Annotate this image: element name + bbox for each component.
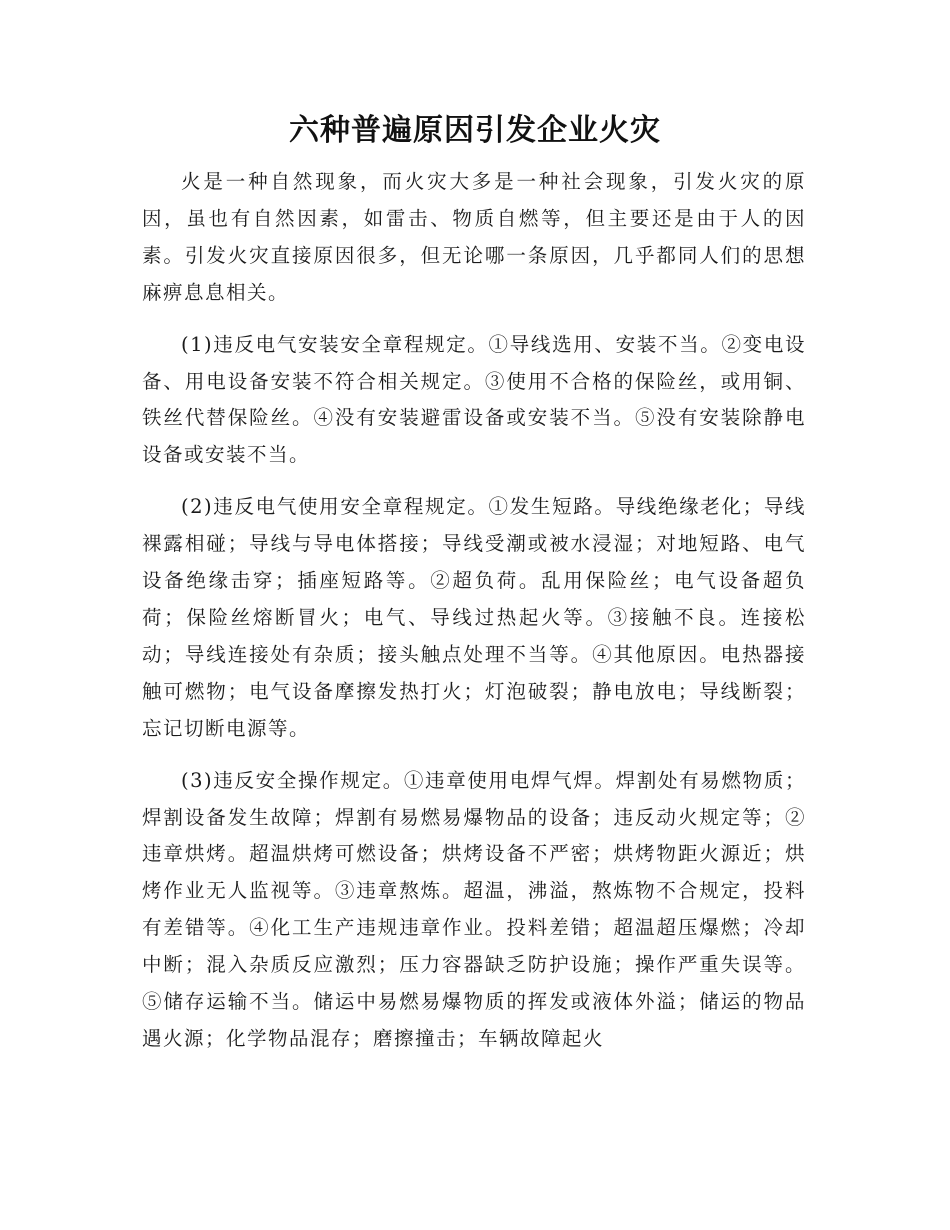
document-body — [142, 164, 806, 1058]
document-title: 六种普遍原因引发企业火灾 — [289, 113, 661, 148]
paragraph-electrical-installation: (1)违反电气安装安全章程规定。①导线选用、安装不当。②变电设备、用电设备安装不符合相关规定。③使用不合格的保险丝，或用铜、铁丝代替保险丝。④没有安装避雷设备或安装不当。⑤没有安装除静电设备或安装不当。 — [142, 332, 806, 467]
paragraph-electrical-usage: (2)违反电气使用安全章程规定。①发生短路。导线绝缘老化；导线裸露相碰；导线与导电体搭接；导线受潮或被水浸湿；对地短路、电气设备绝缘击穿；插座短路等。②超负荷。乱用保险丝；电气设备超负荷；保险丝熔断冒火；电气、导线过热起火等。③接触不良。连接松动；导线连接处有杂质；接头触点处理不当等。④其他原因。电热器接触可燃物；电气设备摩擦发热打火；灯泡破裂；静电放电；导线断裂；忘记切断电源等。 — [142, 495, 806, 740]
paragraph-safety-operation: (3)违反安全操作规定。①违章使用电焊气焊。焊割处有易燃物质；焊割设备发生故障；焊割有易燃易爆物品的设备；违反动火规定等；②违章烘烤。超温烘烤可燃设备；烘烤设备不严密；烘烤物距火源近；烘烤作业无人监视等。③违章熬炼。超温，沸溢，熬炼物不合规定，投料有差错等。④化工生产违规违章作业。投料差错；超温超压爆燃；冷却中断；混入杂质反应激烈；压力容器缺乏防护设施；操作严重失误等。⑤储存运输不当。储运中易燃易爆物质的挥发或液体外溢；储运的物品遇火源；化学物品混存；磨擦撞击；车辆故障起火 — [142, 768, 806, 1050]
paragraph-intro: 火是一种自然现象，而火灾大多是一种社会现象，引发火灾的原因，虽也有自然因素，如雷击、物质自燃等，但主要还是由于人的因素。引发火灾直接原因很多，但无论哪一条原因，几乎都同人们的思想麻痹息息相关。 — [142, 170, 806, 304]
